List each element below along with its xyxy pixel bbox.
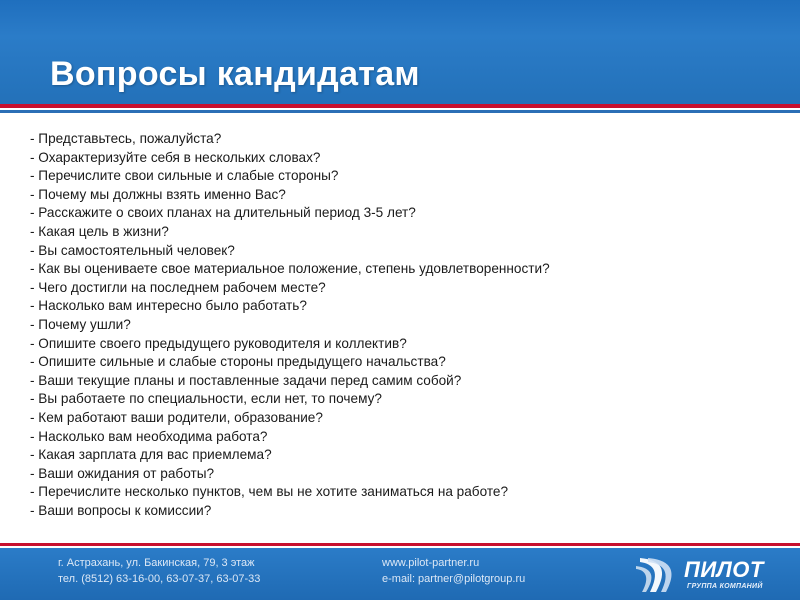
question-item: - Вы самостоятельный человек? [30, 242, 235, 258]
footer-address: г. Астрахань, ул. Бакинская, 79, 3 этаж [58, 557, 255, 569]
question-item: - Ваши вопросы к комиссии? [30, 502, 212, 518]
logo-tagline: ГРУППА КОМПАНИЙ [687, 583, 763, 590]
question-item: - Перечислите несколько пунктов, чем вы не хотите заниматься на работе? [30, 484, 509, 500]
slide-title: Вопросы кандидатам [50, 55, 420, 93]
question-item: - Перечислите свои сильные и слабые стороны? [30, 168, 339, 184]
question-item: - Почему мы должны взять именно Вас? [30, 186, 286, 202]
question-item: - Ваши текущие планы и поставленные задачи перед самим собой? [30, 372, 462, 388]
footer-website: www.pilot-partner.ru [382, 557, 480, 569]
question-item: - Как вы оцениваете свое материальное положение, степень удовлетворенности? [30, 261, 550, 277]
question-item: - Чего достигли на последнем рабочем месте? [30, 279, 326, 295]
footer-phones: тел. (8512) 63-16-00, 63-07-37, 63-07-33 [58, 573, 261, 585]
question-item: - Представьтесь, пожалуйста? [30, 131, 222, 146]
question-item: - Опишите своего предыдущего руководителя и коллектив? [30, 335, 407, 351]
question-list [30, 130, 770, 520]
question-item: - Какая цель в жизни? [30, 223, 169, 239]
question-item: - Насколько вам интересно было работать? [30, 298, 307, 314]
question-item: - Кем работают ваши родители, образование? [30, 409, 323, 425]
slide-header [0, 0, 800, 104]
footer-email: e-mail: partner@pilotgroup.ru [382, 573, 526, 585]
question-item: - Почему ушли? [30, 316, 131, 332]
question-item: - Насколько вам необходима работа? [30, 428, 268, 444]
question-item: - Какая зарплата для вас приемлема? [30, 447, 272, 463]
question-item: - Ваши ожидания от работы? [30, 465, 215, 481]
header-blue-divider [0, 110, 800, 113]
question-item: - Вы работаете по специальности, если нет, то почему? [30, 391, 382, 407]
question-item: - Расскажите о своих планах на длительный период 3-5 лет? [30, 205, 416, 221]
pilot-swoosh-icon [634, 554, 684, 596]
logo-name: ПИЛОТ [684, 557, 764, 582]
question-item: - Охарактеризуйте себя в нескольких словах? [30, 149, 321, 165]
question-item: - Опишите сильные и слабые стороны предыдущего начальства? [30, 354, 446, 370]
